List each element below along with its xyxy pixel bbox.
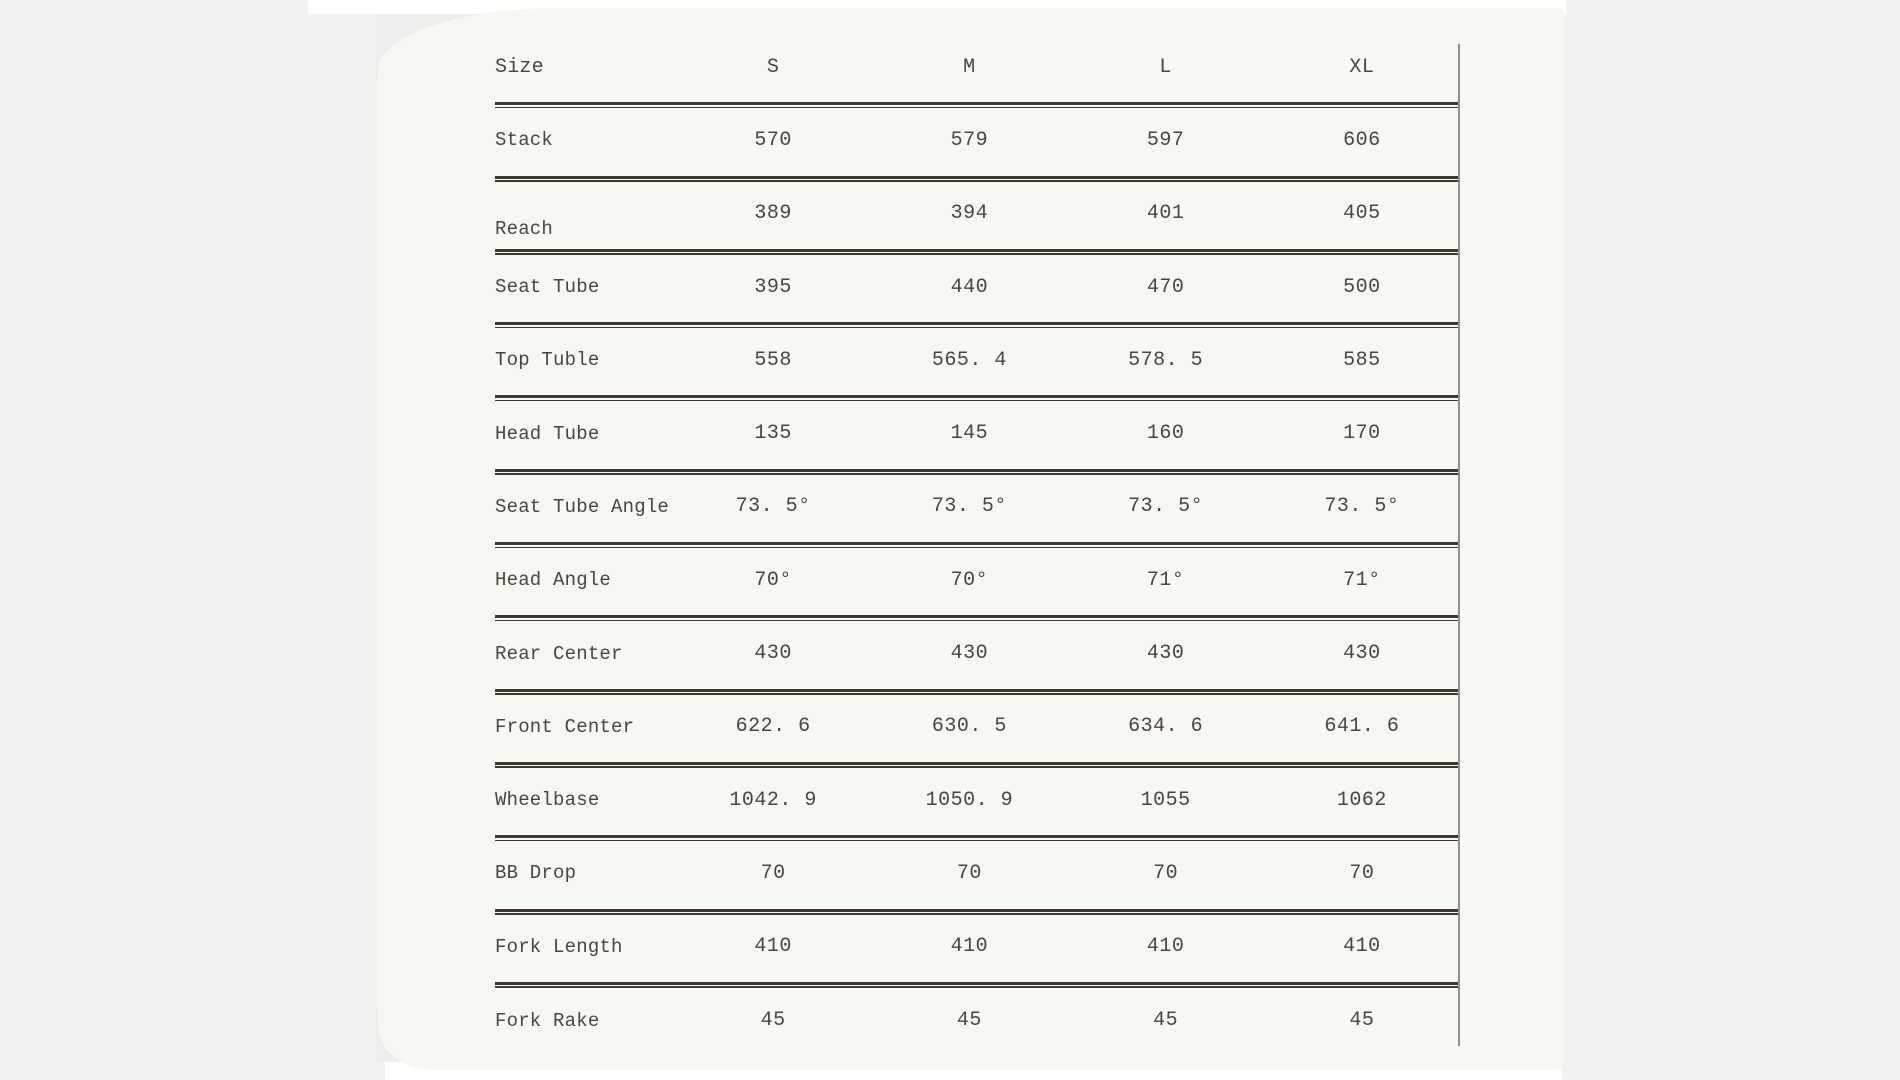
cell-value: 430 — [1343, 642, 1381, 666]
row-label-wheelbase: Wheelbase — [495, 789, 600, 812]
cell-value: 634. 6 — [1128, 715, 1204, 739]
table-row — [495, 912, 1460, 985]
row-label-stack: Stack — [495, 129, 554, 152]
geometry-table — [495, 32, 1460, 1057]
column-header-l: L — [1159, 55, 1172, 79]
cell-value: 470 — [1146, 275, 1185, 299]
cell-value: 430 — [754, 642, 792, 666]
row-label-bb-drop: BB Drop — [495, 862, 577, 885]
cell-value: 45 — [760, 1009, 786, 1033]
cell-value: 578. 5 — [1128, 348, 1204, 372]
cell-value: 585 — [1343, 348, 1381, 372]
table-right-border — [1458, 44, 1460, 1046]
cell-value: 70 — [760, 861, 786, 885]
cell-value: 394 — [950, 202, 989, 226]
cell-value: 73. 5° — [1128, 495, 1204, 519]
geometry-card — [378, 8, 1564, 1070]
cell-value: 1055 — [1140, 788, 1191, 812]
cell-value: 70 — [1349, 861, 1375, 885]
row-label-front-center: Front Center — [495, 715, 635, 738]
cell-value: 622. 6 — [735, 715, 811, 739]
cell-value: 565. 4 — [931, 348, 1007, 372]
cell-value: 70 — [956, 861, 982, 885]
table-row — [495, 472, 1460, 545]
cell-value: 160 — [1146, 422, 1185, 446]
table-row — [495, 692, 1460, 765]
table-row — [495, 398, 1460, 471]
row-label-top-tuble: Top Tuble — [495, 349, 600, 372]
table-row — [495, 545, 1460, 618]
cell-value: 597 — [1146, 128, 1185, 152]
row-label-fork-rake: Fork Rake — [495, 1009, 600, 1032]
cell-value: 440 — [950, 275, 989, 299]
row-label-head-angle: Head Angle — [495, 569, 612, 592]
cell-value: 45 — [956, 1009, 982, 1033]
table-row — [495, 105, 1460, 178]
cell-value: 630. 5 — [931, 715, 1007, 739]
cell-value: 410 — [1343, 935, 1381, 959]
table-row — [495, 325, 1460, 398]
cell-value: 410 — [754, 935, 792, 959]
cell-value: 1042. 9 — [729, 788, 817, 812]
cell-value: 395 — [754, 275, 792, 299]
column-header-size: Size — [495, 55, 544, 79]
cell-value: 170 — [1343, 422, 1381, 446]
cell-value: 70° — [754, 568, 792, 592]
cell-value: 606 — [1343, 128, 1381, 152]
cell-value: 73. 5° — [735, 495, 811, 519]
table-row — [495, 838, 1460, 911]
column-header-xl: XL — [1349, 55, 1375, 79]
cell-value: 410 — [950, 935, 989, 959]
table-row — [495, 179, 1460, 252]
cell-value: 135 — [754, 422, 792, 446]
row-label-seat-tube: Seat Tube — [495, 276, 600, 299]
cell-value: 405 — [1343, 202, 1381, 226]
cell-value: 641. 6 — [1324, 715, 1400, 739]
cell-value: 145 — [950, 422, 989, 446]
table-header-row — [495, 32, 1460, 105]
cell-value: 45 — [1153, 1009, 1179, 1033]
cell-value: 1050. 9 — [925, 788, 1014, 812]
row-label-head-tube: Head Tube — [495, 422, 600, 445]
column-header-m: M — [963, 55, 976, 79]
cell-value: 430 — [1146, 642, 1185, 666]
cell-value: 71° — [1343, 568, 1381, 592]
row-label-fork-length: Fork Length — [495, 935, 623, 958]
table-row — [495, 252, 1460, 325]
cell-value: 73. 5° — [1324, 495, 1400, 519]
cell-value: 500 — [1343, 275, 1381, 299]
row-label-reach: Reach — [495, 217, 554, 240]
table-row — [495, 618, 1460, 691]
row-label-rear-center: Rear Center — [495, 642, 623, 665]
table-row — [495, 765, 1460, 838]
cell-value: 558 — [754, 348, 792, 372]
row-label-seat-tube-angle: Seat Tube Angle — [495, 495, 670, 518]
table-row — [495, 985, 1460, 1057]
cell-value: 45 — [1349, 1009, 1375, 1033]
cell-value: 70 — [1153, 861, 1179, 885]
cell-value: 579 — [950, 128, 989, 152]
cell-value: 73. 5° — [931, 495, 1007, 519]
cell-value: 401 — [1146, 202, 1185, 226]
column-header-s: S — [766, 55, 780, 79]
cell-value: 570 — [754, 128, 792, 152]
cell-value: 410 — [1146, 935, 1185, 959]
cell-value: 430 — [950, 642, 989, 666]
cell-value: 1062 — [1336, 788, 1387, 812]
cell-value: 389 — [754, 202, 792, 226]
cell-value: 70° — [950, 568, 989, 592]
cell-value: 71° — [1146, 568, 1185, 592]
